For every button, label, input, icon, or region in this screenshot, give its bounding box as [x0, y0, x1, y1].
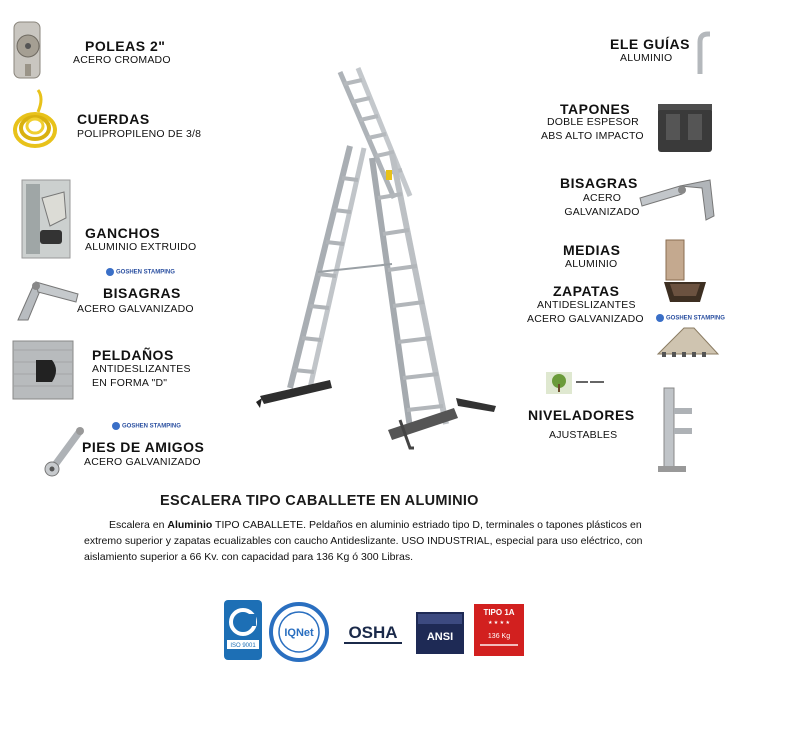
- feature-sub-hinges-right-line2: GALVANIZADO: [564, 206, 640, 218]
- feature-sub-ropes: POLIPROPILENO DE 3/8: [77, 128, 202, 140]
- page-title: ESCALERA TIPO CABALLETE EN ALUMINIO: [160, 493, 479, 509]
- iso-9001-logo: [224, 600, 262, 660]
- feature-sub-rungs-line1: ANTIDESLIZANTES: [92, 363, 191, 375]
- feature-sub-hinges-right-line1: ACERO: [582, 192, 622, 204]
- svg-text:★ ★ ★ ★: ★ ★ ★ ★: [487, 620, 511, 626]
- rope-icon: [8, 88, 63, 158]
- feature-title-hooks: GANCHOS: [85, 225, 161, 241]
- feature-title-halves: MEDIAS: [563, 242, 621, 258]
- brand-logo-icon: [106, 268, 114, 276]
- hinge-icon: [636, 176, 718, 224]
- tipo-label: TIPO 1A: [483, 608, 515, 617]
- description-bold: Aluminio: [167, 519, 213, 531]
- feature-sub-shoes-line2: ACERO GALVANIZADO: [527, 313, 644, 325]
- osha-label: OSHA: [348, 623, 398, 642]
- osha-logo: [340, 614, 406, 650]
- rung-icon: [12, 340, 74, 400]
- feature-sub-halves: ALUMINIO: [565, 258, 618, 270]
- feature-sub-braces: ACERO GALVANIZADO: [84, 456, 201, 468]
- feature-title-hinges-right: BISAGRAS: [560, 175, 638, 191]
- iqnet-logo: [268, 602, 330, 662]
- feature-sub-levelers: AJUSTABLES: [549, 429, 618, 441]
- description-text: TIPO CABALLETE. Peldaños en aluminio estriado tipo D, terminales o tapones plásticos en extremo superior y zapatas ecualizables con caucho Antideslizante. USO INDUSTRIAL, especial para uso eléctrico, con aislamiento superior a 66 Kv. con capacidad para 136 Kg ó 300 Libras.: [84, 519, 643, 563]
- brand-badge: [112, 422, 181, 430]
- feature-title-pulleys: POLEAS 2": [85, 38, 166, 54]
- leveler-icon: [652, 384, 702, 474]
- shoe-icon: [654, 324, 722, 360]
- feature-sub-rungs-line2: EN FORMA "D": [92, 377, 168, 389]
- brand-label: GOSHEN STAMPING: [116, 269, 175, 276]
- tipo-1a-logo: [474, 604, 524, 656]
- pulley-icon: [8, 20, 48, 80]
- ladder-image: [232, 58, 512, 458]
- feature-sub-caps-line2: ABS ALTO IMPACTO: [541, 130, 644, 142]
- feature-sub-guides: ALUMINIO: [620, 52, 673, 64]
- feature-title-caps: TAPONES: [560, 101, 631, 117]
- hinge-icon: [14, 276, 84, 324]
- ansi-logo: [416, 612, 464, 654]
- feature-title-guides: ELE GUÍAS: [610, 36, 690, 52]
- feature-sub-pulleys: ACERO CROMADO: [73, 54, 171, 66]
- iqnet-label: IQNet: [284, 627, 314, 639]
- feature-title-ropes: CUERDAS: [77, 111, 150, 127]
- brand-label: GOSHEN STAMPING: [122, 423, 181, 430]
- half-icon: [660, 238, 710, 306]
- brand-badge: [656, 314, 725, 322]
- brand-logo-icon: [656, 314, 664, 322]
- feature-sub-hinges-left: ACERO GALVANIZADO: [77, 303, 194, 315]
- description: [84, 517, 654, 565]
- brand-logo-icon: [112, 422, 120, 430]
- feature-sub-shoes-line1: ANTIDESLIZANTES: [537, 299, 636, 311]
- feature-title-shoes: ZAPATAS: [553, 283, 620, 299]
- iso-label: ISO 9001: [230, 643, 256, 649]
- feature-title-levelers: NIVELADORES: [528, 407, 635, 423]
- description-prefix: Escalera en: [109, 519, 168, 531]
- ansi-label: ANSI: [426, 631, 454, 643]
- hook-icon: [20, 178, 75, 260]
- tipo-capacity: 136 Kg: [487, 633, 511, 640]
- feature-sub-caps-line1: DOBLE ESPESOR: [547, 116, 639, 128]
- feature-title-hinges-left: BISAGRAS: [103, 285, 181, 301]
- cap-icon: [656, 102, 716, 154]
- brace-icon: [40, 425, 88, 477]
- guide-icon: [694, 30, 714, 76]
- brand-label: GOSHEN STAMPING: [666, 315, 725, 322]
- feature-title-braces: PIES DE AMIGOS: [82, 439, 205, 455]
- brand-badge: [106, 268, 175, 276]
- feature-sub-hooks: ALUMINIO EXTRUIDO: [85, 241, 197, 253]
- tree-logo-icon: [546, 372, 610, 394]
- feature-title-rungs: PELDAÑOS: [92, 347, 174, 363]
